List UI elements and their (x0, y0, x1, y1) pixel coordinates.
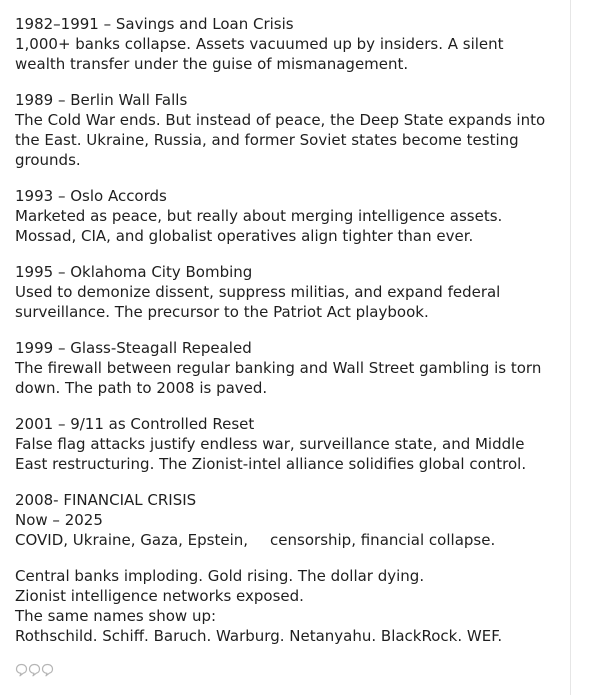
entry-text: Mossad, CIA, and globalist operatives align tighter than ever. (15, 227, 474, 245)
entry-text: grounds. (15, 151, 81, 169)
timeline-entry-9-11 (15, 414, 570, 474)
column-divider (570, 0, 571, 695)
entry-text: Marketed as peace, but really about merging intelligence assets. (15, 207, 503, 225)
entry-text: East restructuring. The Zionist-intel alliance solidifies global control. (15, 455, 527, 473)
entry-text (15, 530, 570, 550)
entry-heading: 2001 – 9/11 as Controlled Reset (15, 415, 255, 433)
entry-text: surveillance. The precursor to the Patriot Act playbook. (15, 303, 429, 321)
timeline-entry-2008-crisis (15, 490, 570, 550)
timeline-entry-oslo-accords (15, 186, 570, 246)
entry-heading: 1999 – Glass-Steagall Repealed (15, 339, 252, 357)
entry-text: The firewall between regular banking and Wall Street gambling is torn (15, 359, 542, 377)
entry-heading: 2008- FINANCIAL CRISIS (15, 491, 197, 509)
entry-text: wealth transfer under the guise of mismanagement. (15, 55, 409, 73)
timeline-entry-berlin-wall (15, 90, 570, 170)
entry-text: 1,000+ banks collapse. Assets vacuumed up by insiders. A silent (15, 35, 504, 53)
entry-text: down. The path to 2008 is paved. (15, 379, 268, 397)
entry-text: Used to demonize dissent, suppress militias, and expand federal (15, 283, 501, 301)
entry-text-right: censorship, financial collapse. (270, 531, 496, 549)
entry-heading: 1995 – Oklahoma City Bombing (15, 263, 253, 281)
entry-text: The Cold War ends. But instead of peace, the Deep State expands into (15, 111, 546, 129)
entry-heading: 1993 – Oslo Accords (15, 187, 167, 205)
closing-text: Rothschild. Schiff. Baruch. Warburg. Netanyahu. BlackRock. WEF. (15, 627, 503, 645)
speech-bubble-outline-icon (28, 663, 41, 677)
timeline-entry-oklahoma-city (15, 262, 570, 322)
entry-text: the East. Ukraine, Russia, and former Soviet states become testing (15, 131, 519, 149)
closing-text: The same names show up: (15, 607, 217, 625)
timeline-entry-glass-steagall (15, 338, 570, 398)
timeline-entry-savings-loan (15, 14, 570, 74)
entry-text-left: COVID, Ukraine, Gaza, Epstein, (15, 531, 249, 549)
speech-bubble-outline-icon (41, 663, 54, 677)
entry-subheading: Now – 2025 (15, 511, 103, 529)
entry-heading: 1989 – Berlin Wall Falls (15, 91, 188, 109)
entry-text: False flag attacks justify endless war, surveillance state, and Middle (15, 435, 525, 453)
emoji-row (15, 660, 570, 680)
entry-heading: 1982–1991 – Savings and Loan Crisis (15, 15, 294, 33)
speech-bubble-outline-icon (15, 663, 28, 677)
closing-text: Central banks imploding. Gold rising. The dollar dying. (15, 567, 425, 585)
closing-paragraph (15, 566, 570, 646)
closing-text: Zionist intelligence networks exposed. (15, 587, 304, 605)
